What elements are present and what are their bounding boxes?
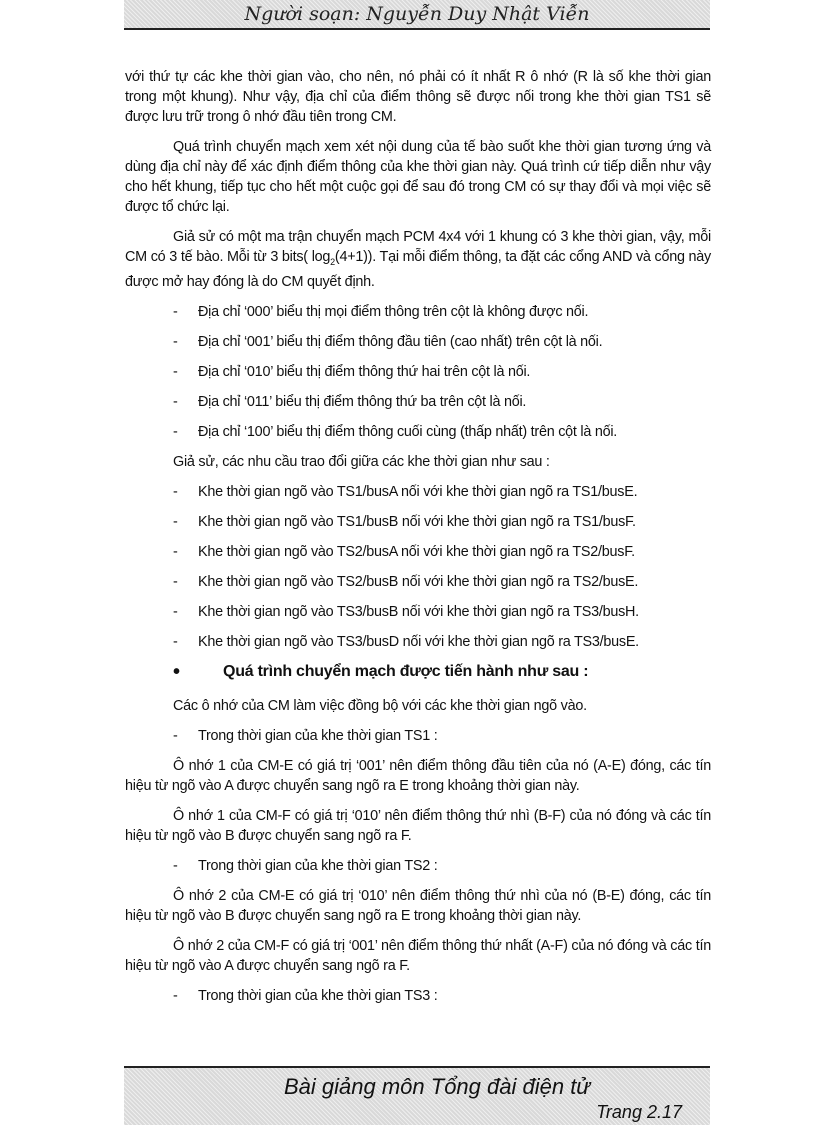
paragraph-pcm-matrix: Giả sử có một ma trận chuyển mạch PCM 4x4 với 1 khung có 3 khe thời gian, vậy, mỗi CM có 3 tế bào. Mỗi từ 3 bits( $\log_2(4+1)$). Tại mỗi điểm thông, ta đặt các cổng AND và cổng này được mở hay đóng là do CM quyết định. <box>125 229 711 290</box>
paragraph: với thứ tự các khe thời gian vào, cho nên, nó phải có ít nhất R ô nhớ (R là số khe thời gian trong một khung). Như vậy, địa chỉ của điểm thông sẽ được nối trong khe thời gian TS1 sẽ được lưu trữ trong ô nhớ đầu tiên trong CM. <box>125 69 711 125</box>
list-item: - Khe thời gian ngõ vào TS1/busA nối với khe thời gian ngõ ra TS1/busE. <box>173 483 638 500</box>
paragraph: Ô nhớ 1 của CM-F có giá trị ‘010’ nên điểm thông thứ nhì (B-F) của nó đóng và các tín hiệu từ ngõ vào B được chuyển sang ngõ ra F. <box>125 807 711 844</box>
heading-text: Quá trình chuyển mạch được tiến hành như sau : <box>223 662 589 680</box>
subscript: 2 <box>330 256 335 267</box>
list-item: - Khe thời gian ngõ vào TS1/busB nối với khe thời gian ngõ ra TS1/busF. <box>173 513 636 530</box>
footer-title: Bài giảng môn Tổng đài điện tử <box>284 1074 591 1099</box>
list-item-ts3: - Trong thời gian của khe thời gian TS3 : <box>173 987 438 1004</box>
paragraph: Ô nhớ 2 của CM-F có giá trị ‘001’ nên điểm thông thứ nhất (A-F) của nó đóng và các tín hiệu từ ngõ vào A được chuyển sang ngõ ra F. <box>125 937 711 974</box>
page-footer <box>124 1066 710 1125</box>
list-item-ts1: - Trong thời gian của khe thời gian TS1 : <box>173 727 438 744</box>
list-item: - Khe thời gian ngõ vào TS2/busB nối với khe thời gian ngõ ra TS2/busE. <box>173 573 639 590</box>
list-item: - Khe thời gian ngõ vào TS3/busB nối với khe thời gian ngõ ra TS3/busH. <box>173 603 639 620</box>
list-item-ts2: - Trong thời gian của khe thời gian TS2 : <box>173 857 438 874</box>
paragraph: Các ô nhớ của CM làm việc đồng bộ với các khe thời gian ngõ vào. <box>173 697 587 714</box>
section-heading <box>173 662 711 682</box>
page-header <box>124 0 710 30</box>
list-item: - Địa chỉ ‘010’ biểu thị điểm thông thứ hai trên cột là nối. <box>173 363 531 380</box>
list-item: - Địa chỉ ‘100’ biểu thị điểm thông cuối cùng (thấp nhất) trên cột là nối. <box>173 423 618 440</box>
paragraph: Ô nhớ 2 của CM-E có giá trị ‘010’ nên điểm thông thứ nhì của nó (B-E) đóng, các tín hiệu từ ngõ vào B được chuyển sang ngõ ra E trong khoảng thời gian này. <box>125 887 711 924</box>
bullet-icon: • <box>173 660 180 683</box>
header-author: Người soạn: Nguyễn Duy Nhật Viễn <box>244 3 590 25</box>
paragraph: Giả sử, các nhu cầu trao đổi giữa các khe thời gian như sau : <box>173 453 550 470</box>
list-item: - Địa chỉ ‘000’ biểu thị mọi điểm thông trên cột là không được nối. <box>173 303 589 320</box>
list-item: - Địa chỉ ‘011’ biểu thị điểm thông thứ ba trên cột là nối. <box>173 393 527 410</box>
list-item: - Khe thời gian ngõ vào TS2/busA nối với khe thời gian ngõ ra TS2/busF. <box>173 543 635 560</box>
page-number: Trang 2.17 <box>596 1102 682 1122</box>
document-body <box>125 67 711 1016</box>
paragraph: Ô nhớ 1 của CM-E có giá trị ‘001’ nên điểm thông đầu tiên của nó (A-E) đóng, các tín hiệu từ ngõ vào A được chuyển sang ngõ ra E trong khoảng thời gian này. <box>125 757 711 794</box>
list-item: - Khe thời gian ngõ vào TS3/busD nối với khe thời gian ngõ ra TS3/busE. <box>173 633 639 650</box>
paragraph: Quá trình chuyển mạch xem xét nội dung của tế bào suốt khe thời gian tương ứng và dùng địa chỉ này để xác định điểm thông của khe thời gian này. Quá trình cứ tiếp diễn như vậy cho hết khung, tiếp tục cho hết một cuộc gọi để sau đó trong CM có sự thay đổi và mọi việc sẽ được tổ chức lại. <box>125 139 711 215</box>
list-item: - Địa chỉ ‘001’ biểu thị điểm thông đầu tiên (cao nhất) trên cột là nối. <box>173 333 603 350</box>
